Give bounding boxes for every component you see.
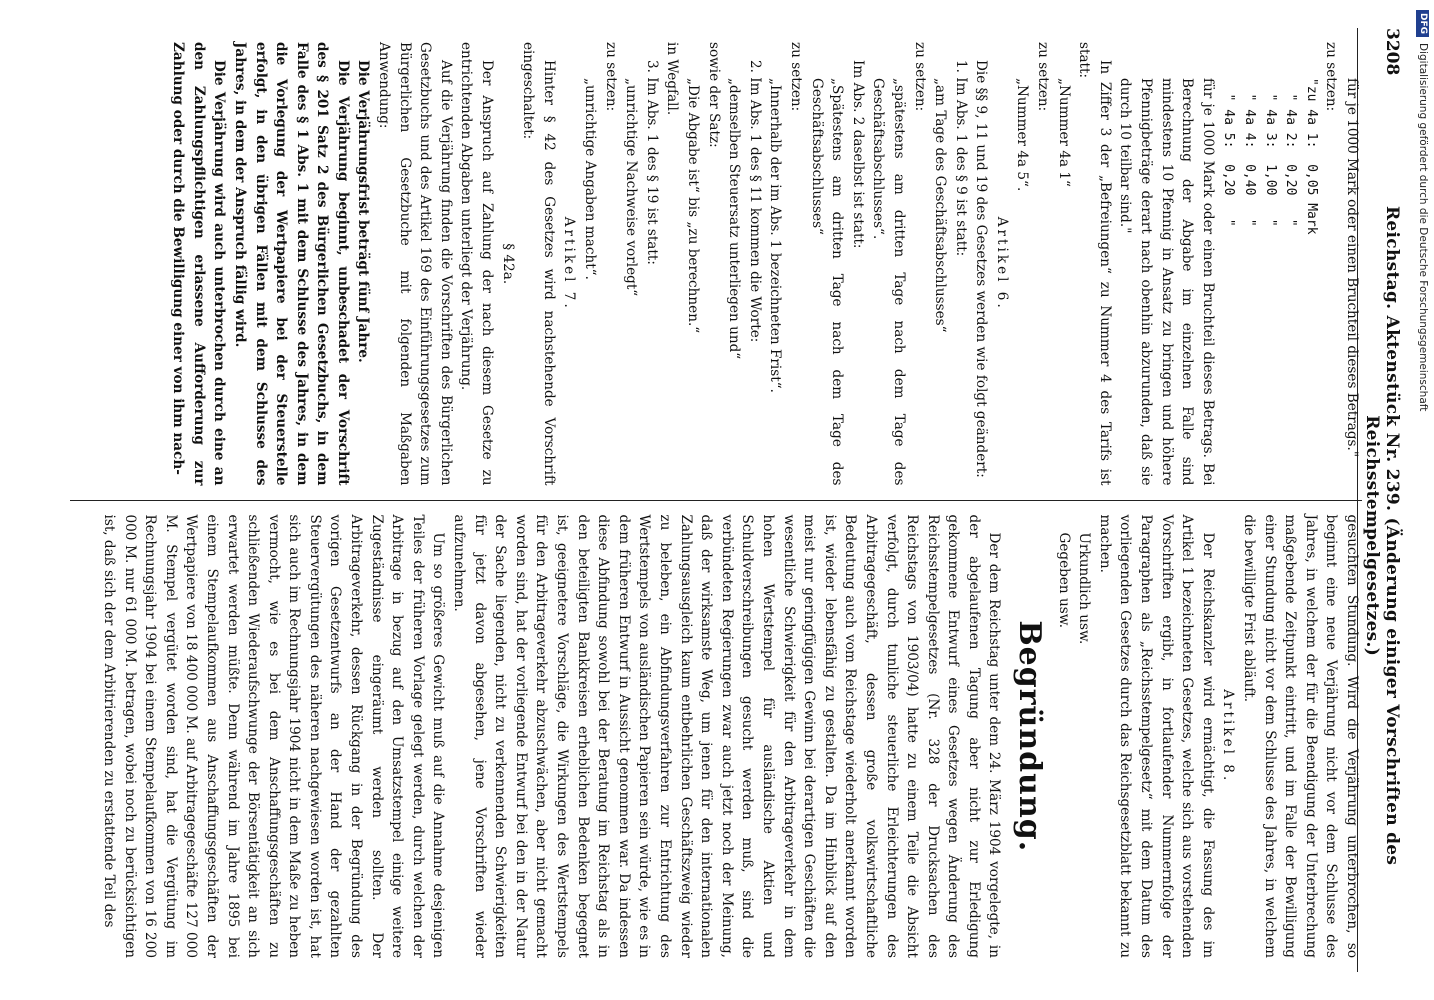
statute-text: [1053, 515, 1362, 959]
justification-text: [98, 515, 1004, 959]
paragraph: Urkundlich usw.: [1076, 532, 1093, 645]
scanned-page: [56, 0, 1408, 1000]
page-number: 3208: [1382, 28, 1402, 76]
paragraph: Der Anspruch auf Zahlung der nach diesem Gesetze zu entrichtenden Abgaben unterliegt der Verjährung.: [458, 42, 496, 486]
paragraph: 3. Im Abs. 1 des § 19 ist statt:: [643, 60, 660, 265]
paragraph: in Wegfall.: [664, 42, 681, 116]
paragraph: „demselben Steuersatz unterliegen und“: [726, 78, 743, 360]
paragraph: Der dem Reichstag unter dem 24. März 1904 vorgelegte, in der abgelaufenen Tagung aber nicht zur Erledigung gekommene Entwurf eines Gesetzes wegen Änderung des Reichsstempelgesetzes (Nr. 328 der Drucksachen des Reichstags von 1903/04) hatte zu einem Teile die Absicht verfolgt, durch tunliche steuerliche Erleichterungen des Arbitragegeschäft, dessen große volkswirtschaftliche Bedeutung auch vom Reichstage wiederholt anerkannt worden ist, wieder lebensfähig zu gestalten. Da im Hinblick auf den meist nur geringfügigen Gewinn bei derartigen Geschäften die wesentliche Schwierigkeit für den Arbitrageverkehr in dem hohen Wertstempel für ausländische Aktien und Schuldverschreibungen gesucht werden muß, sind die verbündeten Regierungen zwar auch jetzt noch der Meinung, daß der wirksamste Weg, um jenen für den internationalen Zahlungsausgleich kaum entbehrlichen Geschäftszweig wieder zu beleben, ein Abfindungsverfahren zur Entrichtung des Wertstempels von ausländischen Papieren sein würde, wie es in dem früheren Entwurf in Aussicht genommen war. Da indessen diese Abfindung sowohl bei der Beratung im Reichstag als in den beteiligten Bankkreisen erheblichen Bedenken begegnet ist, geeignetere Vorschläge, die Wirkungen des Wertstempels für den Arbitrageverkehr abzuschwächen, aber nicht gemacht worden sind, hat der vorliegende Entwurf bei den in der Natur der Sache liegenden, nicht zu verkennenden Schwierigkeiten für jetzt davon abgesehen, jene Vorschriften wieder aufzunehmen.: [451, 514, 1003, 958]
paragraph: Die Verjährungsfrist beträgt fünf Jahre.: [355, 60, 372, 363]
paragraph: „spätestens am dritten Tage nach dem Tage des Geschäftsabschlusses“.: [870, 78, 907, 486]
paragraph: Artikel 8.: [1220, 689, 1237, 784]
paragraph: gesuchten Stundung. Wird die Verjährung unterbrochen, so beginnt eine neue Verjährung nicht vor dem Schlusse des Jahres, in welchem der für die Beendigung der Unterbrechung maßgebende Zeitpunkt eintritt, und im Falle der Bewilligung einer Stundung nicht vor dem Schlusse des Jahres, in welchem die bewilligte Frist abläuft.: [1241, 514, 1360, 958]
paragraph: Artikel 7.: [561, 216, 578, 311]
paragraph: Um so größeres Gewicht muß auf die Annahme desjenigen Teiles der früheren Vorlage gelegt werden, durch welchen der Arbitrage in bezug auf den Umsatzstempel einige weitere Zugeständnisse eingeräumt werden sollten. Der Arbitrageverkehr, dessen Rückgang in der Begründung des vorigen Gesetzentwurfs an der Hand der gezahlten Steuervergütungen des näheren nachgewiesen worden ist, hat sich auch im Rechnungsjahr 1904 nicht in dem Maße zu heben vermocht, wie es bei dem Anschaffungsgeschäften zu schließenden Wiederaufschwunge der Börsentätigkeit an sich erwartet werden müßte. Denn während im Jahre 1895 bei einem Stempelaufkommen aus Anschaffungsgeschäften der Wertpapiere von 18 400 000 M. auf Arbitragegeschäfte 127 000 M. Stempel vergütet worden sind, hat die Vergütung im Rechnungsjahr 1904 bei einem Stempelaufkommen von 16 200 000 M. nur 61 000 M. betragen, wobei noch zu berücksichtigen ist, daß sich der dem Arbitrierenden zu erstattende Teil des: [100, 514, 447, 958]
paragraph: Auf die Verjährung finden die Vorschriften des Bürgerlichen Gesetzbuchs und des Artikel 169 des Einführungsgesetzes zum Bürgerlichen Gesetzbuche mit folgenden Maßgaben Anwendung:: [376, 42, 454, 486]
paragraph: „am Tage des Geschäftsabschlusses“: [932, 78, 949, 333]
paragraph: 2. Im Abs. 1 des § 11 kommen die Worte:: [746, 60, 763, 343]
paragraph: „unrichtige Nachweise vorlegt“: [623, 78, 640, 297]
section-heading: Begründung.: [1012, 620, 1048, 853]
paragraph: für je 1000 Mark oder einen Bruchteil dieses Betrags. Bei Berechnung der Abgabe im einzelnen Falle sind mindestens 10 Pfennig in Ansatz zu bringen und höhere Pfennigbeträge derart nach obenhin abzurunden, daß sie durch 10 teilbar sind.": [1117, 78, 1216, 486]
paragraph: § 42a.: [499, 243, 516, 285]
paragraph: Artikel 6.: [993, 216, 1010, 311]
digitization-sidebar: [1412, 0, 1434, 1000]
right-column: [70, 500, 1362, 973]
page-header: [1357, 28, 1402, 972]
paragraph: „Nummer 4a 1“: [1055, 78, 1072, 188]
paragraph: Gegeben usw.: [1055, 532, 1072, 629]
dfg-logo: DFG: [1417, 10, 1430, 37]
paragraph: Die §§ 9, 11 und 19 des Gesetzes werden wie folgt geändert:: [973, 60, 990, 478]
paragraph: „Innerhalb der im Abs. 1 bezeichneten Frist“.: [767, 78, 784, 393]
paragraph: Der Reichskanzler wird ermächtigt, die Fassung des im Artikel 1 bezeichneten Gesetzes, welche sich aus vorstehenden Vorschriften ergibt, in fortlaufender Nummernfolge der Paragraphen als „Reichsstempelgesetz“ mit dem Datum des vorliegenden Gesetzes durch das Reichsgesetzblatt bekannt zu machen.: [1096, 514, 1216, 958]
paragraph: zu setzen:: [787, 42, 804, 112]
paragraph: Die Verjährung wird auch unterbrochen durch eine an den Zahlungspflichtigen erlassene Aufforderung zur Zahlung oder durch die Bewilligung einer von ihm nach-: [170, 42, 228, 486]
paragraph: zu setzen:: [1035, 42, 1052, 112]
paragraph: zu setzen:: [1323, 42, 1340, 112]
paragraph: Die Verjährung beginnt, unbeschadet der Vorschrift des § 201 Satz 2 des Bürgerlichen Gesetzbuchs, in dem Falle des § 1 Abs. 1 mit dem Schlusse des Jahres, in dem die Vorlegung der Wertpapiere bei der Steuerstelle erfolgt, in den übrigen Fällen mit dem Schlusse des Jahres, in dem der Anspruch fällig wird.: [231, 42, 351, 486]
paragraph: In Ziffer 3 der „Befreiungen“ zu Nummer 4 des Tarifs ist statt:: [1076, 42, 1113, 486]
paragraph: „unrichtige Angaben macht“.: [582, 78, 599, 280]
paragraph: zu setzen:: [911, 42, 928, 112]
paragraph: für je 1000 Mark oder einen Bruchteil dieses Betrags.": [1344, 78, 1360, 458]
funding-note: Digitalisierung gefördert durch die Deutsche Forschungsgemeinschaft: [1417, 43, 1429, 412]
paragraph: „Die Abgabe ist“ bis „zu berechnen.“: [685, 78, 701, 334]
paragraph: Im Abs. 2 daselbst ist statt:: [849, 60, 866, 249]
paragraph: sowie der Satz:: [705, 42, 722, 148]
paragraph: „Nummer 4a 5“.: [1014, 78, 1031, 192]
paragraph: 1. Im Abs. 1 des § 9 ist statt:: [952, 60, 969, 257]
left-column: [70, 28, 1362, 500]
page-title: Reichstag. Aktenstück Nr. 239. (Änderung einiger Vorschriften des Reichsstempelgesetzes.): [1362, 206, 1402, 866]
paragraph: „Spätestens am dritten Tage nach dem Tage des Geschäftsabschlusses“: [808, 78, 846, 486]
paragraph: "zu 4a 1: 0,05 Mark " 4a 2: 0,20 " " 4a 3: 1,00 " " 4a 4: 0,40 " " 4a 5: 0,20 ": [1221, 78, 1319, 235]
text-columns: [70, 28, 1362, 972]
paragraph: zu setzen:: [602, 42, 619, 112]
paragraph: Hinter § 42 des Gesetzes wird nachstehende Vorschrift eingeschaltet:: [520, 42, 557, 486]
